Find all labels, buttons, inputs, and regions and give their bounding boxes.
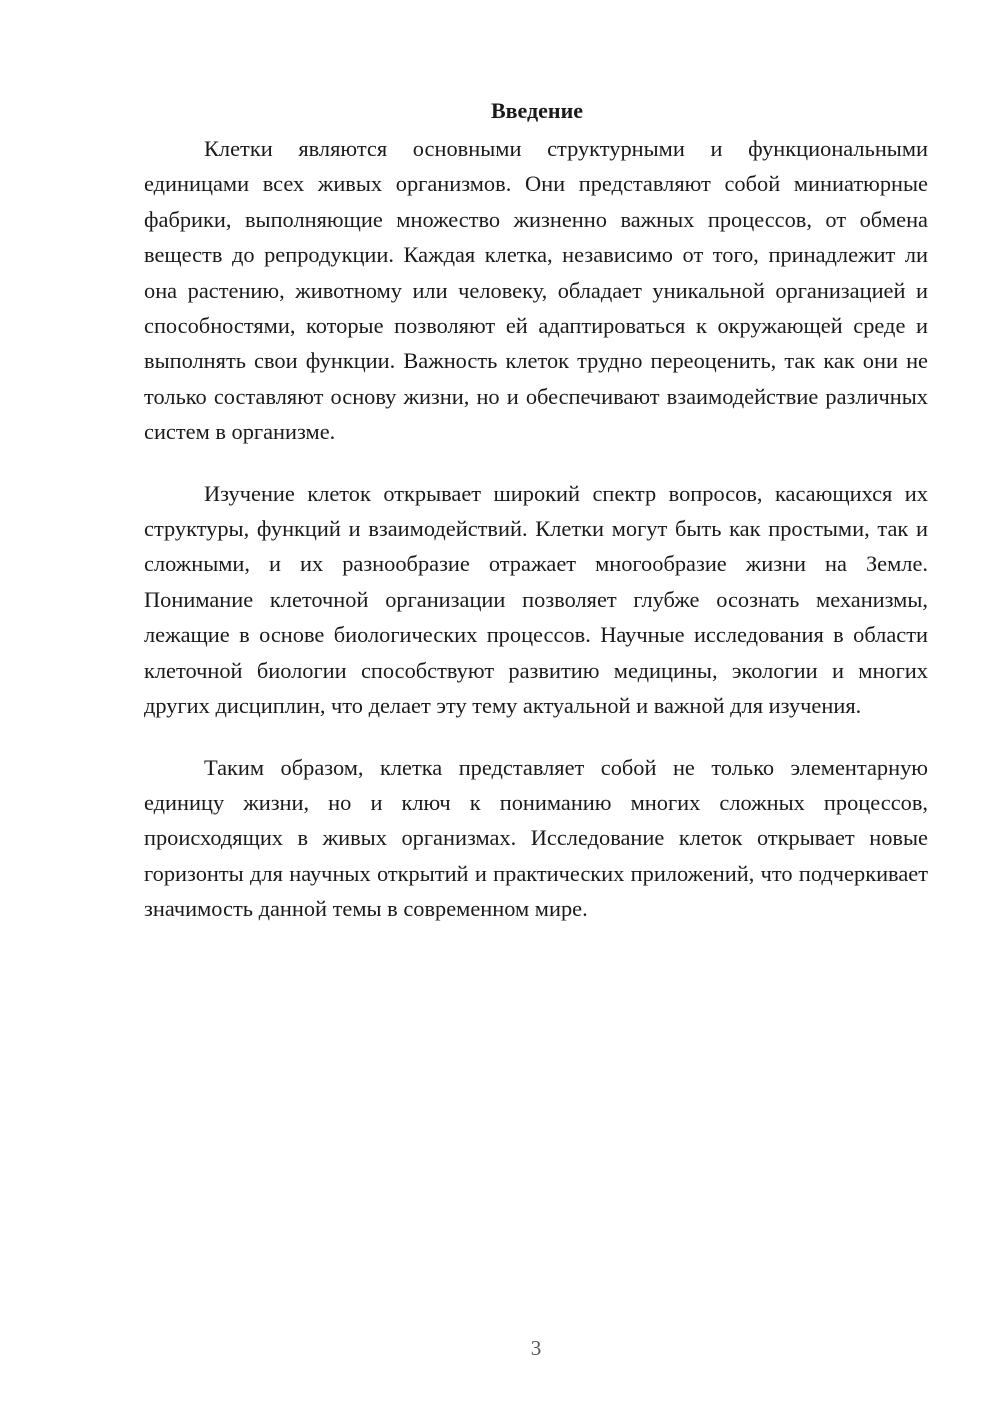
paragraph-1: Клетки являются основными структурными и функциональными единицами всех живых организмов. Они представляют собой миниатюрные фабрики, выполняющие множество жизненно важных процессов, от обмена веществ до репродукции. Каждая клетка, независимо от того, принадлежит ли она растению, животному или человеку, обладает уникальной организацией и способностями, которые позволяют ей адаптироваться к окружающей среде и выполнять свои функции. Важность клеток трудно переоценить, так как они не только составляют основу жизни, но и обеспечивают взаимодействие различных систем в организме. (144, 136, 928, 445)
paragraph-3: Таким образом, клетка представляет собой не только элементарную единицу жизни, но и ключ к пониманию многих сложных процессов, происходящих в живых организмах. Исследование клеток открывает новые горизонты для научных открытий и практических приложений, что подчеркивает значимость данной темы в современном мире. (144, 754, 928, 922)
paragraph-2: Изучение клеток открывает широкий спектр вопросов, касающихся их структуры, функций и взаимодействий. Клетки могут быть как простыми, так и сложными, и их разнообразие отражает многообразие жизни на Земле. Понимание клеточной организации позволяет глубже осознать механизмы, лежащие в основе биологических процессов. Научные исследования в области клеточной биологии способствуют развитию медицины, экологии и многих других дисциплин, что делает эту тему актуальной и важной для изучения. (144, 480, 928, 719)
page-number: 3 (530, 1336, 542, 1360)
page-content (144, 95, 928, 953)
section-title: Введение (490, 98, 584, 123)
